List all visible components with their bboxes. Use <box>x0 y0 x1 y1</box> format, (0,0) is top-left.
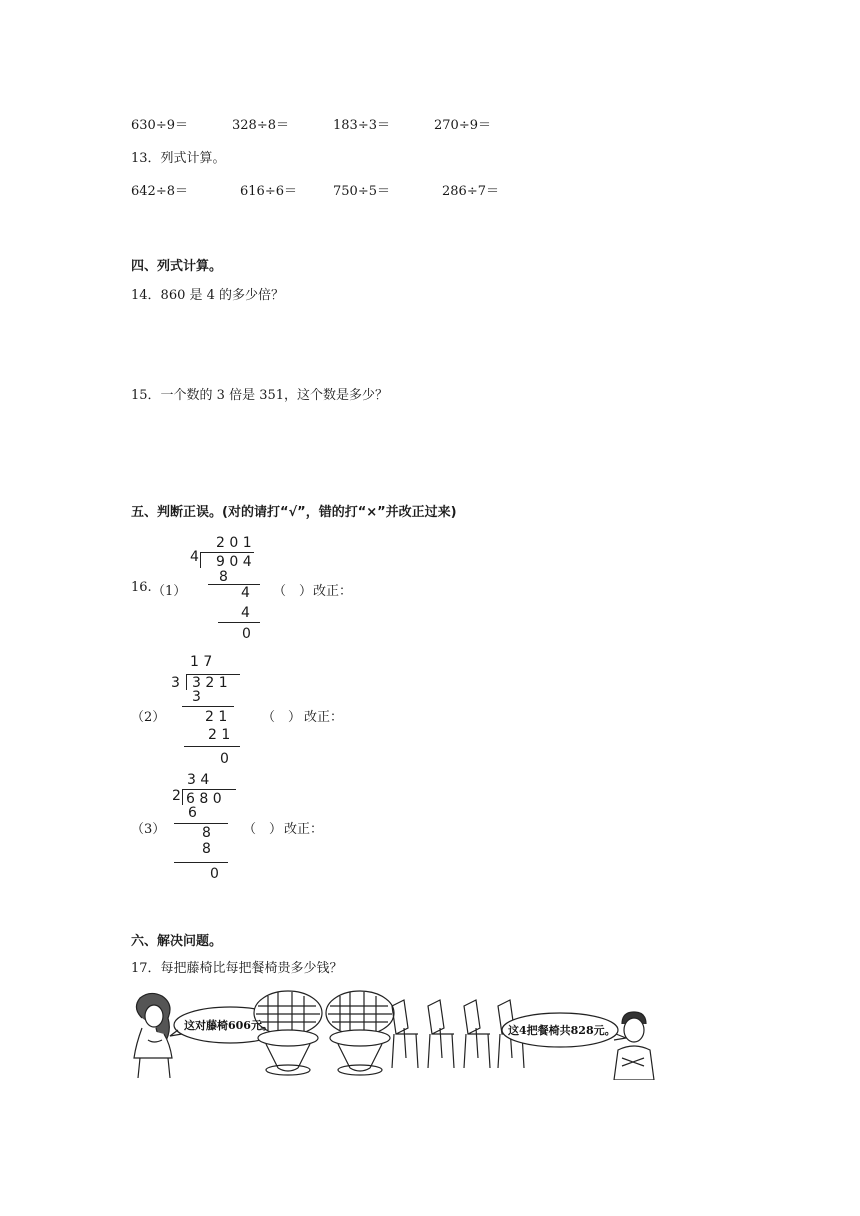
correction-label: 改正： <box>284 822 324 837</box>
dining-chair-icon <box>392 1000 418 1068</box>
step: 2 1 <box>208 727 231 743</box>
step-line <box>184 746 240 747</box>
step: 4 <box>241 605 250 621</box>
division-bracket <box>186 674 187 690</box>
bubble-right-text: 这4把餐椅共828元。 <box>508 1024 616 1037</box>
step: 6 <box>188 805 197 821</box>
q17-text: 17．每把藤椅比每把餐椅贵多少钱？ <box>131 961 343 976</box>
step: 0 <box>210 866 219 882</box>
q16-number: 16. <box>131 580 152 595</box>
division-bar <box>200 552 254 553</box>
q13-expr-4: 286÷7＝ <box>442 184 499 199</box>
section-4-title: 四、列式计算。 <box>131 259 223 274</box>
q13-expr-1: 642÷8＝ <box>131 184 188 199</box>
expr-4: 270÷9＝ <box>434 118 491 133</box>
dividend: 6 8 0 <box>186 791 222 807</box>
section-6-title: 六、解决问题。 <box>131 934 223 949</box>
step-line <box>182 706 234 707</box>
step: 8 <box>202 825 211 841</box>
long-division-1 <box>190 535 270 645</box>
q15-text: 15．一个数的 3 倍是 351，这个数是多少？ <box>131 388 389 403</box>
long-division-3 <box>172 772 252 887</box>
dividend: 3 2 1 <box>192 675 228 691</box>
bubble-left-text: 这对藤椅606元。 <box>184 1019 273 1032</box>
q13-label: 13．列式计算。 <box>131 151 226 166</box>
step: 2 1 <box>205 709 228 725</box>
q17-illustration <box>128 988 668 1080</box>
q16-1-label: （1） <box>152 584 187 599</box>
answer-paren[interactable]: （ ） <box>273 584 313 599</box>
division-bar <box>182 789 236 790</box>
expr-3: 183÷3＝ <box>333 118 390 133</box>
step-line <box>174 823 228 824</box>
divisor: 4 <box>190 549 199 565</box>
q16-3-label: （3） <box>131 822 166 837</box>
expr-1: 630÷9＝ <box>131 118 188 133</box>
divisor: 2 <box>172 788 181 804</box>
dining-chair-icon <box>464 1000 490 1068</box>
q14-text: 14．860 是 4 的多少倍？ <box>131 288 285 303</box>
woman-figure <box>134 993 172 1078</box>
step: 0 <box>220 751 229 767</box>
step-line <box>218 622 260 623</box>
dividend: 9 0 4 <box>216 554 252 570</box>
step: 4 <box>241 585 250 601</box>
divisor: 3 <box>171 675 180 691</box>
answer-paren[interactable]: （ ） <box>262 710 302 725</box>
rattan-chair-icon <box>326 991 394 1075</box>
step: 0 <box>242 626 251 642</box>
expr-2: 328÷8＝ <box>232 118 289 133</box>
step-line <box>174 862 228 863</box>
q16-2-label: （2） <box>131 710 166 725</box>
q13-expr-2: 616÷6＝ <box>240 184 297 199</box>
step-line <box>208 584 260 585</box>
q13-expr-3: 750÷5＝ <box>333 184 390 199</box>
section-5-title: 五、判断正误。(对的请打“√”，错的打“×”并改正过来) <box>131 505 457 520</box>
correction-label: 改正： <box>313 584 353 599</box>
answer-paren[interactable]: （ ） <box>243 822 283 837</box>
rattan-chair-icon <box>254 991 322 1075</box>
quotient: 3 4 <box>187 772 210 788</box>
step: 8 <box>219 569 228 585</box>
quotient: 2 0 1 <box>216 535 252 551</box>
long-division-2 <box>170 654 250 769</box>
dining-chair-icon <box>428 1000 454 1068</box>
quotient: 1 7 <box>190 654 213 670</box>
step: 8 <box>202 841 211 857</box>
correction-label: 改正： <box>304 710 344 725</box>
man-figure <box>614 1012 654 1080</box>
step: 3 <box>192 689 201 705</box>
division-bracket <box>200 552 201 568</box>
division-bracket <box>182 789 183 805</box>
